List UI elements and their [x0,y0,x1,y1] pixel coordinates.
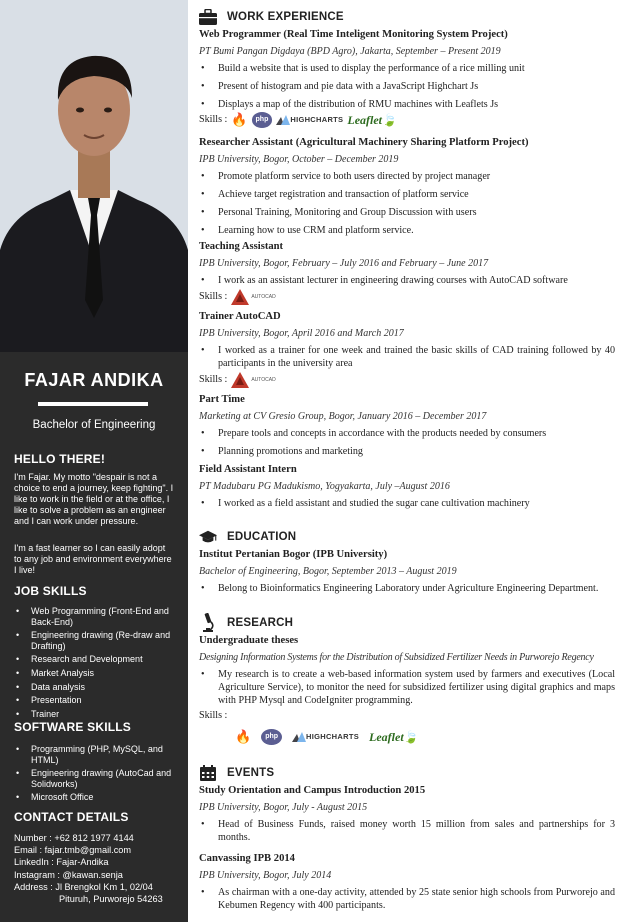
highcharts-logo: HIGHCHARTS [292,730,359,744]
education-title: EDUCATION [227,531,297,543]
education-subtitle: Bachelor of Engineering, Bogor, September 2013 – August 2019 [199,566,457,577]
list-item: • I work as an assistant lecturer in engineering drawing courses with AutoCAD software [199,274,615,287]
research-skills-logos [199,729,615,745]
hello-paragraph-1: I'm Fajar. My motto "despair is not a choice to end a journey, keep fighting". I like to work in the field or at the office, I like to solve a problem as an engineer and I can work under pressure. [14,472,174,526]
research-type: Undergraduate theses [199,635,299,646]
skills-label: Skills : [199,710,228,721]
research-entry [199,634,615,745]
highcharts-logo: HIGHCHARTS [276,113,343,127]
list-item: • Research and Development [14,654,176,665]
job-skills-row [199,289,615,305]
list-item: • Market Analysis [14,668,176,679]
php-logo: php [252,112,273,128]
highcharts-icon [292,732,306,742]
contact-number: Number : +62 812 1977 4144 [14,833,134,843]
events-title: EVENTS [227,767,275,779]
job-title: Web Programmer (Real Time Inteligent Monitoring System Project) [199,29,508,40]
work-experience-header [199,6,344,28]
event-entry [199,784,615,849]
list-item: • Achieve target registration and transaction of platform service [199,188,615,201]
contact-address-line-2: Pituruh, Purworejo 54263 [59,894,163,905]
microscope-icon [199,614,217,632]
research-header [199,612,293,634]
job-title: Field Assistant Intern [199,464,297,475]
event-entry [199,852,615,917]
research-title: RESEARCH [227,617,294,629]
job-entry [199,28,615,128]
candidate-degree: Bachelor of Engineering [32,419,156,431]
flame-icon: 🔥 [231,112,248,127]
education-header [199,526,296,548]
list-item: • Learning how to use CRM and platform service. [199,224,615,237]
autocad-logo: AUTOCAD [231,289,275,305]
hello-paragraph-2: I'm a fast learner so I can easily adopt to any job and environment everywhere I live! [14,543,172,575]
list-item: • Engineering drawing (Re-draw and Drafting) [14,630,176,651]
list-item: • Displays a map of the distribution of RMU machines with Leaflets Js [199,98,615,111]
job-title: Part Time [199,394,245,405]
job-title: Trainer AutoCAD [199,311,281,322]
job-subtitle: Marketing at CV Gresio Group, Bogor, January 2016 – December 2017 [199,411,487,422]
list-item: • I worked as a trainer for one week and trained the basic skills of CAD training followed by 40 participants in the university area [199,344,615,370]
calendar-icon [199,764,217,782]
software-skills-list [14,744,176,806]
job-subtitle: PT Bumi Pangan Digdaya (BPD Agro), Jakarta, September – Present 2019 [199,46,501,57]
event-title: Canvassing IPB 2014 [199,853,295,864]
contact-email[interactable]: Email : fajar.tmb@gmail.com [14,845,132,856]
list-item: • Engineering drawing (AutoCad and Solidworks) [14,768,176,789]
job-title: Teaching Assistant [199,241,284,252]
contact-details [14,832,184,905]
list-item: • Web Programming (Front-End and Back-End) [14,606,176,627]
leaf-icon: 🍃 [382,113,397,127]
list-item: • Planning promotions and marketing [199,445,615,458]
job-skills-row [199,372,615,388]
profile-photo [0,0,188,352]
list-item: • Build a website that is used to display the performance of a rice milling unit [199,62,615,75]
leaflet-logo: Leaflet 🍃 [347,113,397,127]
highcharts-icon [276,115,290,125]
codeigniter-logo [231,113,247,127]
job-skills-heading: JOB SKILLS [14,584,87,598]
list-item: • Data analysis [14,682,176,693]
software-skills-heading: SOFTWARE SKILLS [14,720,131,734]
list-item: • Microsoft Office [14,792,176,803]
list-item: • Personal Training, Monitoring and Group Discussion with users [199,206,615,219]
hello-heading: HELLO THERE! [14,452,106,466]
contact-address-line-1: Address : Jl Brengkol Km 1, 02/04 [14,881,153,892]
list-item: • My research is to create a web-based information system used by farmers and executives (Local Agriculture Service), to monitor the need for subsidized fertilizer using digital graphics and maps with PHP Mysql and CodeIgniter programming. [199,668,615,707]
contact-linkedin[interactable]: LinkedIn : Fajar-Andika [14,857,109,868]
job-skills-row [199,112,615,128]
skills-label: Skills : [199,291,228,302]
autocad-icon [231,372,249,388]
event-subtitle: IPB University, Bogor, July - August 2015 [199,802,368,813]
job-subtitle: IPB University, Bogor, February – July 2016 and February – June 2017 [199,258,489,269]
profile-photo-illustration [0,0,188,352]
flame-icon: 🔥 [235,729,252,744]
leaflet-logo: Leaflet 🍃 [369,730,419,744]
education-school: Institut Pertanian Bogor (IPB University) [199,549,388,560]
list-item: • Head of Business Funds, raised money worth 15 million from sales and partnerships for 3 months. [199,818,615,844]
job-subtitle: IPB University, Bogor, October – December 2019 [199,154,399,165]
codeigniter-logo [235,730,251,744]
autocad-icon [231,289,249,305]
job-entry [199,393,615,463]
event-title: Study Orientation and Campus Introduction 2015 [199,785,426,796]
contact-heading: CONTACT DETAILS [14,810,129,824]
job-entry [199,310,615,388]
skills-label: Skills : [199,114,228,125]
candidate-name: FAJAR ANDIKA [24,370,164,390]
list-item: • Belong to Bioinformatics Engineering Laboratory under Agriculture Engineering Department. [199,582,615,595]
events-header [199,762,274,784]
autocad-logo: AUTOCAD [231,372,275,388]
leaf-icon: 🍃 [403,730,419,744]
job-subtitle: PT Madubaru PG Madukismo, Yogyakarta, July –August 2016 [199,481,450,492]
research-subtitle: Designing Information Systems for the Distribution of Subsidized Fertilizer Needs in Purworejo Regency [199,652,594,663]
list-item: • I worked as a field assistant and studied the sugar cane cultivation machinery [199,497,615,510]
list-item: • Prepare tools and concepts in accordance with the products needed by consumers [199,427,615,440]
briefcase-icon [199,8,217,26]
list-item: • Trainer [14,709,176,720]
list-item: • Programming (PHP, MySQL, and HTML) [14,744,176,765]
name-divider [38,402,148,406]
work-experience-title: WORK EXPERIENCE [227,11,344,23]
graduation-cap-icon [199,528,217,546]
job-title: Researcher Assistant (Agricultural Machinery Sharing Platform Project) [199,137,529,148]
sidebar [0,0,188,922]
job-entry [199,463,615,515]
job-subtitle: IPB University, Bogor, April 2016 and March 2017 [199,328,404,339]
job-skills-list [14,606,176,723]
job-entry [199,240,615,305]
education-entry [199,548,615,600]
list-item: • Promote platform service to both users directed by project manager [199,170,615,183]
list-item: • Present of histogram and pie data with a JavaScript Highchart Js [199,80,615,93]
list-item: • As chairman with a one-day activity, attended by 25 state senior high schools from Purworejo and Kebumen Regency with 400 participants. [199,886,615,912]
list-item: • Presentation [14,695,176,706]
event-subtitle: IPB University, Bogor, July 2014 [199,870,332,881]
skills-label: Skills : [199,374,228,385]
contact-instagram[interactable]: Instagram : @kawan.senja [14,869,123,880]
php-logo: php [261,729,282,745]
research-skills-label-row [199,709,615,723]
job-entry [199,136,615,242]
